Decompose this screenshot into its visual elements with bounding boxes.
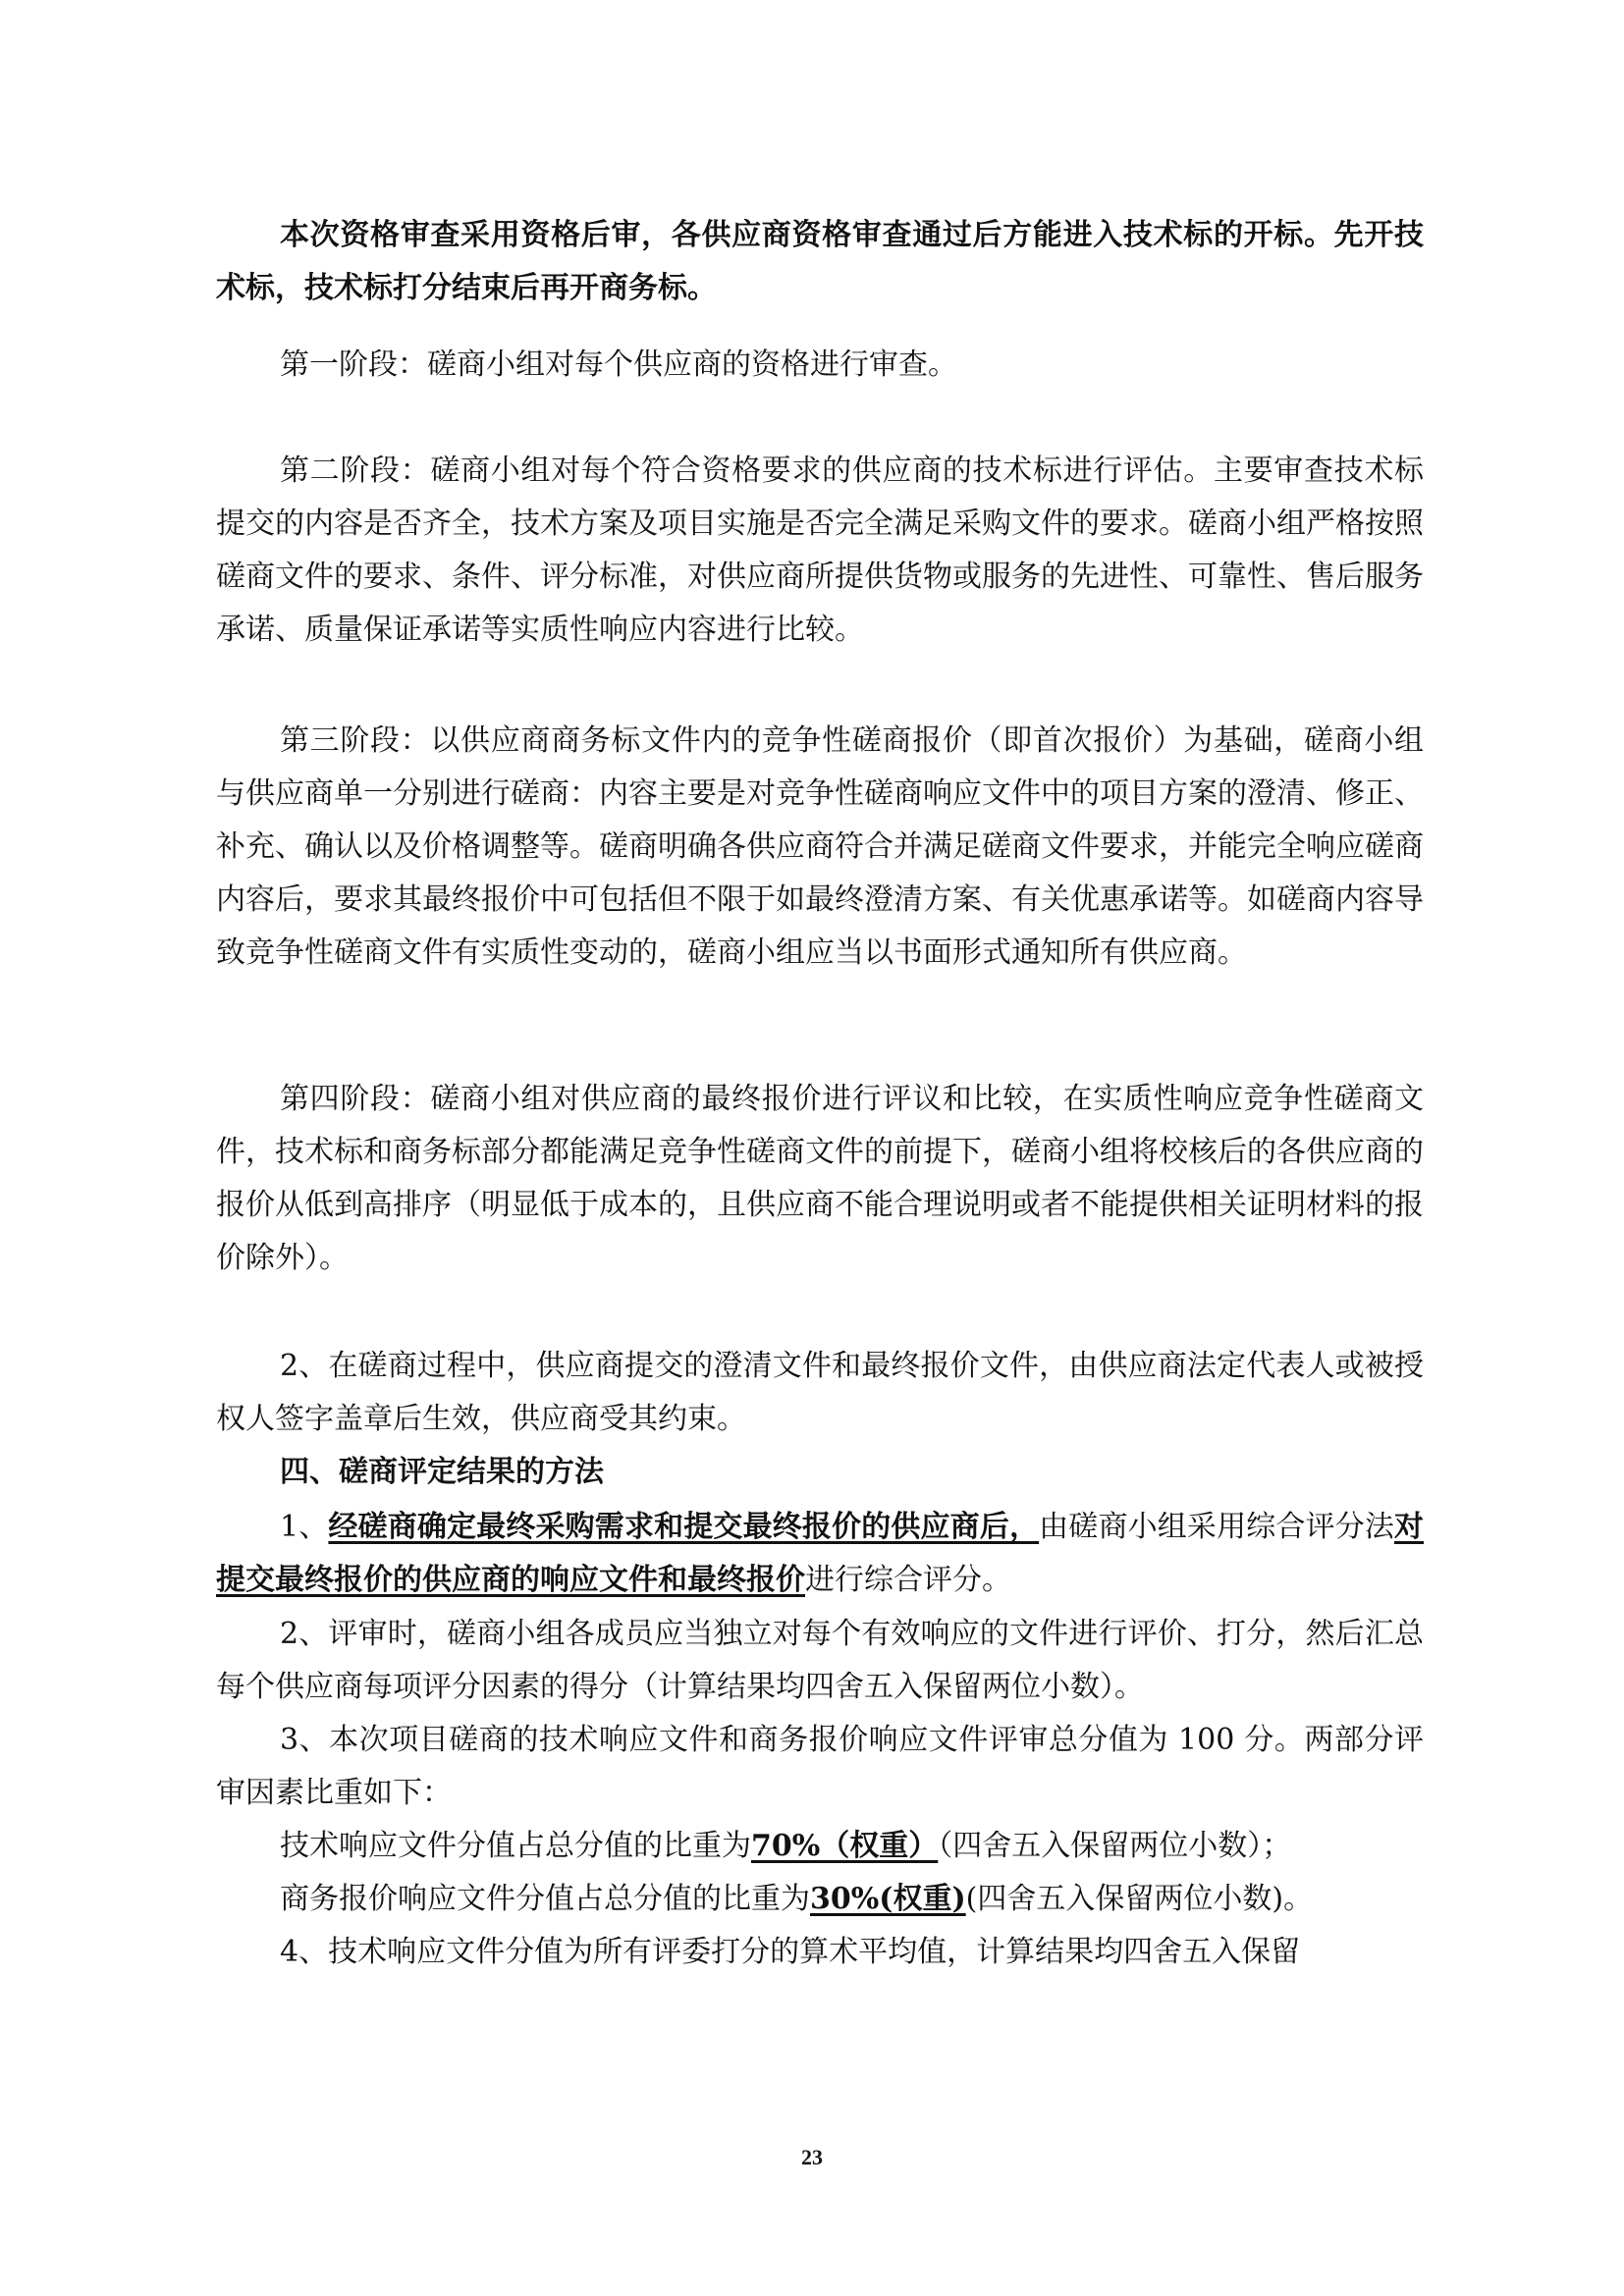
paragraph-clarification: [216, 1340, 1424, 1446]
paragraph-stage-three: [216, 715, 1424, 980]
list-number: 1、: [280, 1510, 329, 1544]
paragraph-text: 技术响应文件分值占总分值的比重为: [280, 1829, 751, 1863]
paragraph-text: 由磋商小组采用综合评分法: [1039, 1510, 1395, 1544]
paragraph-text: 本次资格审查采用资格后审，各供应商资格审查通过后方能进入技术标的开标。先开技术标，技术标打分结束后再开商务标。: [216, 218, 1424, 305]
paragraph-text: 第一阶段：磋商小组对每个供应商的资格进行审查。: [280, 347, 957, 382]
paragraph-comprehensive-scoring: [216, 1501, 1424, 1607]
emphasis-technical-weight: 70%（权重）: [751, 1829, 939, 1863]
paragraph-independent-review: [216, 1608, 1424, 1714]
paragraph-qualification-review: [216, 209, 1424, 315]
emphasis-commercial-weight: 30%(权重): [810, 1882, 966, 1916]
paragraph-text: 4、技术响应文件分值为所有评委打分的算术平均值，计算结果均四舍五入保留: [280, 1935, 1301, 1969]
paragraph-stage-one: [216, 339, 1424, 392]
emphasis-final-quotation: 对提交最终报价的供应商的响应文件和最终报价: [216, 1510, 1425, 1597]
paragraph-text: 3、本次项目磋商的技术响应文件和商务报价响应文件评审总分值为 100 分。两部分评审因素比重如下：: [216, 1723, 1424, 1810]
paragraph-stage-two: [216, 445, 1424, 657]
paragraph-text: 第四阶段：磋商小组对供应商的最终报价进行评议和比较，在实质性响应竞争性磋商文件，技术标和商务标部分都能满足竞争性磋商文件的前提下，磋商小组将校核后的各供应商的报价从低到高排序（明显低于成本的，且供应商不能合理说明或者不能提供相关证明材料的报价除外）。: [216, 1082, 1424, 1275]
paragraph-technical-average: [216, 1926, 1424, 1979]
paragraph-text: 2、评审时，磋商小组各成员应当独立对每个有效响应的文件进行评价、打分，然后汇总每个供应商每项评分因素的得分（计算结果均四舍五入保留两位小数）。: [216, 1617, 1424, 1704]
paragraph-technical-weight: [216, 1820, 1424, 1873]
paragraph-text: 进行综合评分。: [805, 1563, 1011, 1597]
paragraph-text: (四舍五入保留两位小数)。: [965, 1882, 1314, 1916]
paragraph-stage-four: [216, 1073, 1424, 1285]
paragraph-text: 第三阶段：以供应商商务标文件内的竞争性磋商报价（即首次报价）为基础，磋商小组与供应商单一分别进行磋商：内容主要是对竞争性磋商响应文件中的项目方案的澄清、修正、补充、确认以及价格调整等。磋商明确各供应商符合并满足磋商文件要求，并能完全响应磋商内容后，要求其最终报价中可包括但不限于如最终澄清方案、有关优惠承诺等。如磋商内容导致竞争性磋商文件有实质性变动的，磋商小组应当以书面形式通知所有供应商。: [216, 723, 1424, 970]
paragraph-commercial-weight: [216, 1873, 1424, 1926]
emphasis-final-bidders: 经磋商确定最终采购需求和提交最终报价的供应商后，: [328, 1510, 1040, 1544]
paragraph-text: 第二阶段：磋商小组对每个符合资格要求的供应商的技术标进行评估。主要审查技术标提交的内容是否齐全，技术方案及项目实施是否完全满足采购文件的要求。磋商小组严格按照磋商文件的要求、条件、评分标准，对供应商所提供货物或服务的先进性、可靠性、售后服务承诺、质量保证承诺等实质性响应内容进行比较。: [216, 454, 1424, 647]
paragraph-text: 2、在磋商过程中，供应商提交的澄清文件和最终报价文件，由供应商法定代表人或被授权人签字盖章后生效，供应商受其约束。: [216, 1349, 1424, 1436]
paragraph-text: （四舍五入保留两位小数）；: [938, 1829, 1292, 1863]
paragraph-text: 商务报价响应文件分值占总分值的比重为: [280, 1882, 810, 1916]
page-number: 23: [801, 2145, 823, 2169]
paragraph-score-weights: [216, 1714, 1424, 1820]
section-heading-evaluation-method: [216, 1446, 1424, 1499]
heading-text: 四、磋商评定结果的方法: [280, 1455, 604, 1489]
